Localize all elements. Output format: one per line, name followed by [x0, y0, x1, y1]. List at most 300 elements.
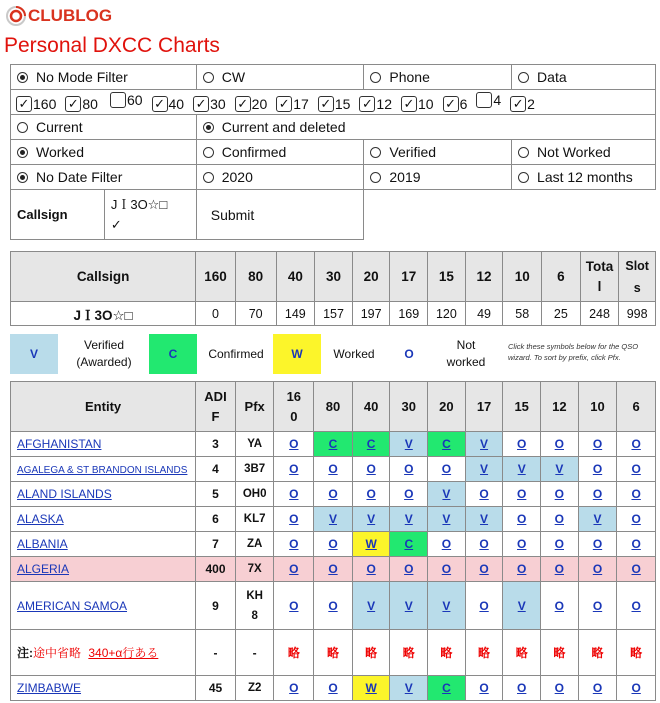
omitted-cell: 略 [503, 630, 541, 676]
note-omitted-text: 途中省略 [33, 646, 82, 660]
status-cell [274, 507, 314, 532]
omitted-cell: 略 [428, 630, 466, 676]
mode-option-data[interactable] [512, 65, 656, 90]
pfx-cell: YA [235, 432, 274, 457]
qso-link[interactable]: V [480, 462, 489, 476]
qso-link[interactable]: O [289, 462, 299, 476]
qso-link[interactable]: O [289, 487, 299, 501]
status-cell [578, 432, 617, 457]
qso-link[interactable]: O [328, 562, 338, 576]
adif-cell: 7 [196, 532, 236, 557]
qso-link[interactable]: O [517, 512, 527, 526]
entity-link[interactable]: ALGERIA [17, 562, 70, 576]
band-label: 30 [210, 96, 226, 112]
qso-link[interactable]: O [441, 537, 452, 551]
entity-link[interactable]: AGALEGA & ST BRANDON ISLANDS [17, 465, 188, 476]
band-label: 2 [527, 96, 535, 112]
status-cell [428, 482, 466, 507]
qso-link[interactable]: O [631, 537, 641, 551]
band-checkbox-6[interactable] [443, 96, 468, 112]
adif-cell: - [196, 630, 236, 676]
checkbox-icon[interactable] [110, 92, 126, 108]
legend-worked-label: Worked [333, 347, 375, 361]
pfx-cell [235, 582, 274, 630]
qso-link[interactable]: O [441, 562, 452, 576]
qso-link[interactable]: O [631, 462, 641, 476]
qso-link[interactable]: V [404, 598, 413, 613]
status-cell [428, 557, 466, 582]
qso-link[interactable]: O [366, 562, 376, 576]
option-verified[interactable] [364, 140, 512, 165]
option-2019[interactable] [364, 165, 512, 190]
checkbox-checked-icon[interactable]: ✓ [318, 96, 334, 112]
status-cell [503, 557, 541, 582]
status-cell [617, 507, 656, 532]
qso-link[interactable]: O [517, 437, 527, 451]
radio-selected-icon[interactable] [17, 72, 28, 83]
summary-band-count: 0 [196, 302, 236, 326]
mode-option-none[interactable] [11, 65, 197, 90]
qso-link[interactable]: O [289, 512, 299, 526]
qso-link[interactable]: O [479, 681, 489, 695]
status-cell [428, 532, 466, 557]
status-cell [617, 557, 656, 582]
qso-link[interactable]: V [404, 681, 413, 695]
qso-link[interactable]: O [592, 681, 603, 695]
band-header-10: 10 [578, 382, 617, 432]
status-cell [465, 676, 503, 701]
band-header-80: 80 [314, 382, 353, 432]
legend-confirmed-swatch: C [149, 334, 197, 374]
status-cell [314, 507, 353, 532]
option-label: 2019 [389, 169, 421, 185]
qso-link[interactable]: V [442, 598, 451, 613]
qso-link[interactable]: O [554, 598, 564, 613]
qso-link[interactable]: O [328, 681, 338, 695]
option-label: No Date Filter [36, 169, 123, 185]
status-cell [390, 482, 428, 507]
qso-link[interactable]: O [554, 537, 564, 551]
status-cell [503, 507, 541, 532]
qso-link[interactable]: V [517, 598, 526, 613]
status-cell [352, 457, 390, 482]
qso-link[interactable]: O [404, 562, 414, 576]
status-cell [578, 457, 617, 482]
band-label: 80 [82, 96, 98, 112]
summary-band-header: 10 [503, 252, 542, 302]
option-2020[interactable] [196, 165, 364, 190]
checkbox-checked-icon[interactable]: ✓ [235, 96, 251, 112]
entity-name-cell [11, 532, 196, 557]
callsign-row [11, 190, 656, 240]
entity-link[interactable]: ZIMBABWE [17, 681, 82, 695]
qso-link[interactable]: V [555, 462, 564, 476]
status-cell [578, 482, 617, 507]
pfx-cell: KL7 [235, 507, 274, 532]
entity-header: Entity [11, 382, 196, 432]
status-cell [390, 582, 428, 630]
qso-link[interactable]: V [442, 487, 451, 501]
qso-link[interactable]: V [593, 512, 602, 526]
status-cell [578, 676, 617, 701]
qso-link[interactable]: O [554, 562, 564, 576]
status-cell [465, 507, 503, 532]
omitted-cell: 略 [314, 630, 353, 676]
band-checkbox-80[interactable] [65, 96, 98, 112]
callsign-field[interactable] [104, 190, 196, 240]
status-cell [274, 532, 314, 557]
legend-text: worked [446, 355, 486, 369]
option-current-and-deleted[interactable] [196, 115, 655, 140]
qso-link[interactable]: V [367, 512, 376, 526]
status-cell [617, 457, 656, 482]
summary-band-count: 70 [235, 302, 276, 326]
qso-link[interactable]: V [480, 512, 489, 526]
header-text: Pfx [244, 399, 265, 414]
callsign-value: JＩ3O☆□ [110, 196, 168, 212]
status-cell [541, 507, 579, 532]
band-checkbox-20[interactable] [235, 96, 268, 112]
band-checkbox-12[interactable] [359, 96, 392, 112]
status-cell [465, 482, 503, 507]
qso-link[interactable]: C [404, 537, 414, 551]
summary-band-count: 58 [503, 302, 542, 326]
entity-link[interactable]: AMERICAN SAMOA [17, 598, 128, 613]
band-label: 10 [417, 96, 434, 112]
legend-text: Verified [83, 338, 125, 352]
qso-link[interactable]: O [479, 598, 489, 613]
option-label: 2020 [221, 169, 253, 185]
radio-icon[interactable] [518, 172, 529, 183]
qso-link[interactable]: O [592, 537, 603, 551]
band-label: 6 [459, 96, 468, 112]
band-checkbox-30[interactable] [193, 96, 226, 112]
entity-name-cell [11, 582, 196, 630]
status-cell [541, 676, 579, 701]
qso-link[interactable]: O [289, 598, 299, 613]
band-header-6: 6 [617, 382, 656, 432]
submit-cell [196, 190, 364, 240]
summary-slots-header [619, 252, 656, 302]
checkbox-checked-icon[interactable]: ✓ [443, 96, 459, 112]
legend-worked-swatch: W [273, 334, 321, 374]
status-cell [352, 532, 390, 557]
radio-icon[interactable] [518, 72, 529, 83]
entity-name-cell [11, 432, 196, 457]
qso-link[interactable]: O [631, 562, 641, 576]
summary-band-count: 197 [352, 302, 390, 326]
band-checkbox-17[interactable] [276, 96, 309, 112]
status-cell [465, 457, 503, 482]
adif-cell: 5 [196, 482, 236, 507]
status-cell [274, 676, 314, 701]
radio-icon[interactable] [203, 72, 214, 83]
qso-link[interactable]: O [289, 437, 299, 451]
checkbox-checked-icon[interactable]: ✓ [510, 96, 526, 112]
qso-link[interactable]: O [404, 487, 414, 501]
band-checkbox-15[interactable] [318, 96, 351, 112]
option-label: CW [221, 69, 246, 85]
qso-link[interactable]: V [517, 462, 526, 476]
header-text: Tota [585, 258, 614, 274]
qso-link[interactable]: O [517, 537, 527, 551]
checkbox-checked-icon[interactable]: ✓ [152, 96, 168, 112]
summary-band-header: 40 [276, 252, 315, 302]
band-label: 160 [33, 96, 57, 112]
qso-link[interactable]: C [328, 437, 338, 451]
status-cell [428, 582, 466, 630]
qso-link[interactable]: O [404, 462, 414, 476]
status-cell [541, 432, 579, 457]
qso-link[interactable]: O [592, 598, 603, 613]
entity-link[interactable]: ALBANIA [17, 537, 68, 551]
option-last-12-months[interactable] [512, 165, 656, 190]
qso-link[interactable]: O [328, 537, 338, 551]
summary-slots: 998 [619, 302, 656, 326]
summary-table [10, 251, 656, 326]
summary-header-row [11, 252, 656, 302]
qso-link[interactable]: O [592, 437, 603, 451]
qso-link[interactable]: C [442, 437, 451, 451]
status-cell [541, 457, 579, 482]
clublog-logo[interactable] [6, 4, 112, 28]
entity-row [11, 507, 656, 532]
pfx-cell: 3B7 [235, 457, 274, 482]
qso-link[interactable]: O [592, 487, 603, 501]
callsign-label: Callsign [11, 190, 105, 240]
status-cell [352, 432, 390, 457]
summary-total: 248 [580, 302, 619, 326]
status-cell [465, 582, 503, 630]
header-text: ADI [204, 388, 227, 404]
band-label: 15 [334, 96, 351, 112]
entity-row [11, 532, 656, 557]
legend-verified-swatch: V [10, 334, 58, 374]
entity-row [11, 457, 656, 482]
status-cell [352, 482, 390, 507]
header-text: s [633, 280, 641, 295]
qso-link[interactable]: V [404, 437, 413, 451]
status-cell [578, 582, 617, 630]
omitted-cell: 略 [274, 630, 314, 676]
status-cell [578, 557, 617, 582]
qso-link[interactable]: O [479, 487, 489, 501]
band-checkbox-60[interactable] [110, 92, 143, 108]
summary-total-header [580, 252, 619, 302]
entity-link[interactable]: AFGHANISTAN [17, 437, 102, 451]
summary-band-count: 49 [465, 302, 503, 326]
band-checkbox-2[interactable] [510, 96, 535, 112]
header-text: F [211, 408, 220, 424]
checkbox-checked-icon[interactable]: ✓ [16, 96, 32, 112]
qso-link[interactable]: C [366, 437, 376, 451]
submit-button[interactable]: Submit [210, 206, 255, 223]
logo-text: CLUBLOG [28, 6, 113, 25]
checkbox-checked-icon[interactable]: ✓ [193, 96, 209, 112]
entity-row [11, 482, 656, 507]
status-cell [503, 457, 541, 482]
legend-confirmed-label: Confirmed [208, 347, 264, 361]
status-cell [314, 532, 353, 557]
qso-link[interactable]: O [517, 681, 527, 695]
band-label: 17 [293, 96, 309, 112]
band-checkbox-160[interactable] [16, 96, 56, 112]
pfx-cell: OH0 [235, 482, 274, 507]
qso-link[interactable]: O [328, 487, 338, 501]
entity-link[interactable]: ALASKA [17, 512, 64, 526]
qso-link[interactable]: O [328, 598, 338, 613]
adif-cell: 6 [196, 507, 236, 532]
status-cell [314, 457, 353, 482]
filter-table [10, 64, 656, 240]
qso-link[interactable]: O [554, 512, 564, 526]
radio-icon[interactable] [17, 122, 28, 133]
band-label: 40 [168, 96, 185, 112]
pfx-header[interactable] [235, 382, 274, 432]
summary-callsign-header: Callsign [11, 252, 196, 302]
omitted-cell: 略 [465, 630, 503, 676]
band-label: 12 [376, 96, 392, 112]
status-cell [541, 532, 579, 557]
status-cell [541, 557, 579, 582]
status-filter-row [11, 140, 656, 165]
radio-selected-icon[interactable] [203, 122, 214, 133]
radio-icon[interactable] [370, 72, 381, 83]
empty-cell [364, 190, 656, 240]
legend-text: (Awarded) [76, 355, 132, 369]
entity-link[interactable]: ALAND ISLANDS [17, 487, 112, 501]
status-cell [274, 582, 314, 630]
band-header-12: 12 [541, 382, 579, 432]
band-header-17: 17 [465, 382, 503, 432]
band-checkboxes [11, 90, 656, 115]
qso-link[interactable]: O [289, 681, 299, 695]
qso-link[interactable]: V [442, 512, 451, 526]
status-cell [314, 482, 353, 507]
adif-cell: 3 [196, 432, 236, 457]
status-cell [390, 507, 428, 532]
qso-link[interactable]: O [631, 487, 641, 501]
adif-cell: 4 [196, 457, 236, 482]
radio-icon[interactable] [518, 147, 529, 158]
band-header-40: 40 [352, 382, 390, 432]
option-confirmed[interactable] [196, 140, 364, 165]
qso-link[interactable]: O [592, 462, 603, 476]
mode-filter-row [11, 65, 656, 90]
radio-icon[interactable] [203, 147, 214, 158]
qso-link[interactable]: W [365, 537, 377, 551]
option-label: Worked [36, 144, 84, 160]
summary-band-header: 15 [428, 252, 466, 302]
qso-link[interactable]: O [554, 681, 564, 695]
qso-link[interactable]: O [554, 487, 564, 501]
qso-link[interactable]: V [404, 512, 413, 526]
qso-link[interactable]: V [367, 598, 376, 613]
qso-link[interactable]: O [441, 462, 452, 476]
qso-link[interactable]: O [631, 512, 641, 526]
qso-link[interactable]: O [631, 681, 641, 695]
summary-band-header: 12 [465, 252, 503, 302]
qso-link[interactable]: O [366, 462, 376, 476]
summary-band-count: 157 [315, 302, 353, 326]
omitted-cell: 略 [390, 630, 428, 676]
band-checkbox-4[interactable] [476, 92, 501, 108]
summary-band-header: 160 [196, 252, 236, 302]
qso-link[interactable]: O [554, 437, 564, 451]
status-cell [314, 582, 353, 630]
radio-icon[interactable] [370, 147, 381, 158]
qso-link[interactable]: O [289, 537, 299, 551]
band-checkbox-10[interactable] [401, 96, 434, 112]
qso-link[interactable]: O [289, 562, 299, 576]
checkbox-checked-icon[interactable]: ✓ [276, 96, 292, 112]
qso-link[interactable]: V [328, 512, 337, 526]
note-link[interactable]: 340+α行ある [88, 646, 159, 660]
qso-link[interactable]: O [479, 562, 489, 576]
option-no-date-filter[interactable] [11, 165, 197, 190]
qso-link[interactable]: W [365, 681, 377, 695]
band-header-160 [274, 382, 314, 432]
radio-selected-icon[interactable] [17, 147, 28, 158]
qso-link[interactable]: O [592, 562, 603, 576]
status-cell [314, 676, 353, 701]
deleted-filter-row [11, 115, 656, 140]
option-label: Phone [389, 69, 430, 85]
mode-option-cw[interactable] [196, 65, 364, 90]
option-worked[interactable] [11, 140, 197, 165]
summary-band-count: 120 [428, 302, 466, 326]
radio-icon[interactable] [370, 172, 381, 183]
status-cell [314, 557, 353, 582]
entity-rows [11, 432, 656, 701]
qso-link[interactable]: O [479, 537, 489, 551]
qso-link[interactable]: C [442, 681, 451, 695]
checkbox-checked-icon[interactable]: ✓ [359, 96, 375, 112]
entity-row [11, 676, 656, 701]
status-cell [541, 582, 579, 630]
radio-icon[interactable] [203, 172, 214, 183]
band-checkbox-40[interactable] [152, 96, 185, 112]
qso-link[interactable]: O [631, 598, 641, 613]
qso-link[interactable]: V [480, 437, 489, 451]
status-cell [352, 557, 390, 582]
checkbox-checked-icon[interactable]: ✓ [401, 96, 417, 112]
qso-link[interactable]: O [366, 487, 376, 501]
omitted-cell: 略 [352, 630, 390, 676]
qso-link[interactable]: O [328, 462, 338, 476]
pfx-cell: ZA [235, 532, 274, 557]
clublog-logo-icon [6, 6, 26, 26]
option-current[interactable] [11, 115, 197, 140]
status-cell [465, 432, 503, 457]
status-cell [578, 507, 617, 532]
legend-text: Not [456, 338, 476, 352]
checkbox-checked-icon[interactable]: ✓ [65, 96, 81, 112]
qso-link[interactable]: O [631, 437, 641, 451]
radio-selected-icon[interactable] [17, 172, 28, 183]
qso-link[interactable]: O [517, 562, 527, 576]
checkbox-icon[interactable] [476, 92, 492, 108]
entity-name-cell [11, 676, 196, 701]
status-cell [465, 532, 503, 557]
status-cell [617, 582, 656, 630]
option-label: Confirmed [221, 144, 287, 160]
band-header-15: 15 [503, 382, 541, 432]
option-not-worked[interactable] [512, 140, 656, 165]
qso-link[interactable]: O [517, 487, 527, 501]
option-label: Last 12 months [537, 169, 633, 185]
mode-option-phone[interactable] [364, 65, 512, 90]
